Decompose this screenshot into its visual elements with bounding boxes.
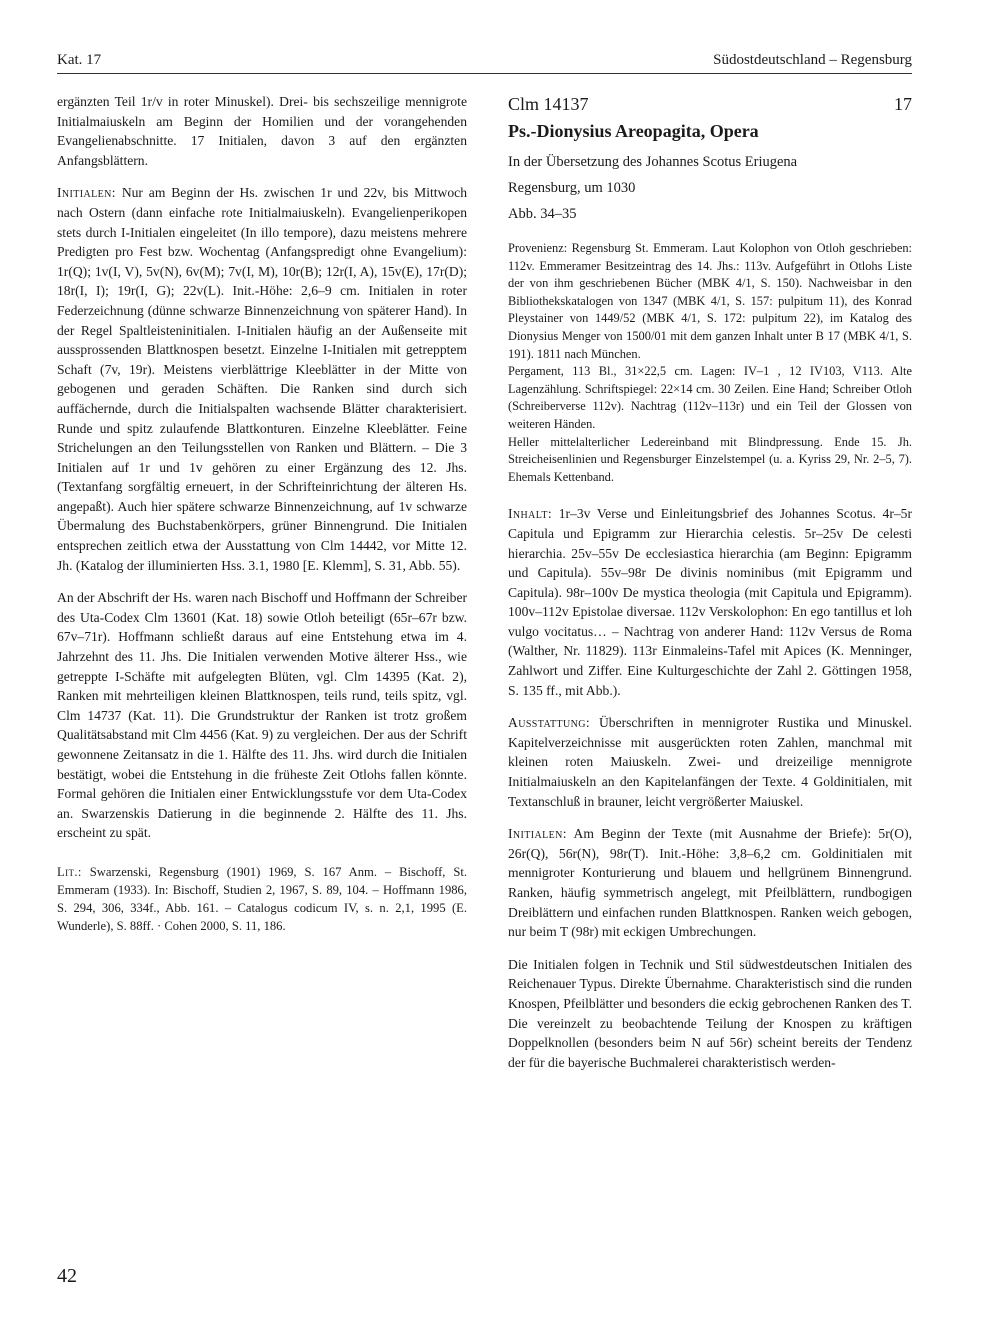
left-paragraph-1: ergänzten Teil 1r/v in roter Minuskel). Drei- bis sechszeilige mennigrote Initialmaiuskeln am Beginn der Homilien und der vorangehenden Evangelienabschnitte. 17 Initialen, davon 3 auf den ergänzten Anfangsblättern.	[57, 94, 467, 168]
shelfmark: Clm 14137	[508, 94, 589, 114]
initialen-label: Initialen:	[57, 185, 116, 201]
header-rule	[57, 73, 912, 74]
inhalt-paragraph	[508, 504, 912, 700]
right-column	[508, 92, 912, 1085]
left-column	[57, 92, 467, 935]
running-header-right: Südostdeutschland – Regensburg	[713, 52, 912, 68]
provenance-paragraph: Provenienz: Regensburg St. Emmeram. Laut Kolophon von Otloh geschrieben: 112v. Emmeramer Besitzeintrag des 14. Jhs.: 113v. Aufgeführt in Otlohs Liste der von ihm geschriebenen Bücher (MBK 4/1, S. 150). Nachweisbar in den Bibliothekskatalogen von 1347 (MBK 4/1, S. 157: pulpitum 11), des Konrad Pleystainer von 1449/52 (MBK 4/1, S. 172: pulpitum 22), im Katalog des Dionysius Menger von 1500/01 mit dem ganzen Inhalt unter B 17 (MBK 4/1, S. 191). 1811 nach München.	[508, 241, 912, 361]
inhalt-text: 1r–3v Verse und Einleitungsbrief des Johannes Scotus. 4r–5r Capitula und Epigramm zur Hierarchia celestis. 5r–25v De celesti hierarchia. 25v–55v De ecclesiastica hierarchia (am Beginn: Epigramm und Capitula). 55v–98r De divinis nominibus (mit Epigramm und Capitula). 98r–100v De mystica theologia (mit Capitula und Epigramm). 100v–112v Epistolae diversae. 112v Verskolophon: En ego tantillus et loh vulgo vocitatus… – Nachtrag von anderer Hand: 112v Versus de Roma (Walther, Nr. 11829). 113r Einmaleins-Tafel mit Apices (K. Menninger, Zahlwort und Ziffer. Eine Kulturgeschichte der Zahl 2. Göttingen 1958, S. 135 ff., mit Abb.).	[508, 506, 912, 698]
ausstattung-text: Überschriften in mennigroter Rustika und Minuskel. Kapitelverzeichnisse mit ausgerückten roten Zahlen, manchmal mit kleinen roten Maiuskeln. Zwei- und dreizeilige mennigrote Initialmaiuskeln an den Kapitelanfängen der Texte. 4 Goldinitialen, mit Textanschluß in brauner, leicht vergrößerter Maiuskel.	[508, 715, 912, 809]
initialen-text: Nur am Beginn der Hs. zwischen 1r und 22v, bis Mittwoch nach Ostern (dann einfache rote Initialmaiuskeln). Evangelienperikopen stets durch I-Initialen eingeleitet (In illo tempore), dazu meistens mehrere Predigten pro Fest bzw. Wochentag (Anfangspredigt ohne Evangelium): 1r(Q); 1v(I, V), 5v(N), 6v(M); 7v(I, M), 10r(B); 12r(I, A), 15v(E), 17r(D); 18r(I, I); 19r(I, G); 22v(L). Init.-Höhe: 2,6–9 cm. Initialen in roter Federzeichnung (dünne schwarze Binnenzeichnung von späterer Hand). In der Regel Spaltleisteninitialen. I-Initialen häufig an der Außenseite mit aussprossenden Blattknospen besetzt. Einzelne I-Initialen mit getrepptem Schaft (7v, 19r). Meistens vierblättrige Kleeblätter in der Mitte von gebogenen und geraden Schäften. Die Ranken sind durch sich auffächernde, durch die Initialspalten wachsende Blätter charakterisiert. Runde und spitz zulaufende Blattkonturen. Einzelne Kleeblätter. Feine Strichelungen an den Teilungsstellen von Ranken und Blättern. – Die 3 Initialen auf 1r und 1v gehören zu einer Ergänzung des 12. Jhs. (Textanfang sorgfältig erneuert, in der Schrifteinrichtung der älteren Hs. angepaßt). Auch hier spätere schwarze Binnenzeichnung, auf 1v schwarze Übermalung des Buchstabenkörpers, grüner Binnengrund. Die Initialen entsprechen zeitlich etwa der Ausstattung von Clm 14442, vor Mitte 12. Jh. (Katalog der illuminierten Hss. 3.1, 1980 [E. Klemm], S. 31, Abb. 55).	[57, 185, 467, 573]
left-paragraph-3: An der Abschrift der Hs. waren nach Bischoff und Hoffmann der Schreiber des Uta-Codex Clm 13601 (Kat. 18) sowie Otloh beteiligt (65r–67r bzw. 67v–71r). Hoffmann schließt daraus auf eine Entstehung etwa im 4. Jahrzehnt des 11. Jhs. Die Initialen verwenden Motive älterer Hss., wie getreppte I-Schäfte mit aufgelegten Blüten, vgl. Clm 14395 (Kat. 2), Ranken mit mehrteiligen kleinen Blattknospen, teils rund, teils spitz, vgl. Clm 14737 (Kat. 11). Die Grundstruktur der Ranken ist trotz großem Qualitätsabstand mit Clm 4456 (Kat. 9) zu vergleichen. Der aus der Schrift gewonnene Zeitansatz in die 1. Hälfte des 11. Jhs. wird durch die Initialen bestätigt, wobei die Entstehung in die früheste Zeit Otlohs fallen könnte. Formal gehören die Initialen einer Entwicklungsstufe vor dem Uta-Codex an. Swarzenskis Datierung in die beginnende 2. Hälfte des 11. Jhs. erscheint zu spät.	[57, 590, 467, 841]
right-initialen-label: Initialen:	[508, 826, 567, 842]
catalog-number: 17	[894, 94, 912, 114]
figures-reference: Abb. 34–35	[508, 206, 577, 222]
place-date: Regensburg, um 1030	[508, 180, 636, 196]
inhalt-label: Inhalt:	[508, 506, 553, 522]
literature-block	[57, 863, 467, 935]
left-initialen-paragraph	[57, 183, 467, 575]
right-initialen-text: Am Beginn der Texte (mit Ausnahme der Briefe): 5r(O), 26r(Q), 56r(N), 98r(T). Init.-Höhe: 3,8–6,2 cm. Goldinitialen mit mennigroter Konturierung und blauem und hellgrünem Binnengrund. Ranken, häufig symmetrisch angelegt, mit Pfeilblättern, rundbogigen Dreiblättern und einfachen runden Blattknospen. Ranken weich gebogen, nur beim T (98r) mit eckigen Umbrechungen.	[508, 826, 912, 940]
closing-paragraph: Die Initialen folgen in Technik und Stil südwestdeutschen Initialen des Reichenauer Typus. Direkte Übernahme. Charakteristisch sind die runden Knospen, Pfeilblätter und besonders die eckig gebrochenen Ranken des T. Die vereinzelt zu beobachtende Teilung der Knospen zu kräftigen Doppelknollen (besonders beim N auf 56r) scheint bereits der Tendenz der für die bayerische Buchmalerei charakteristisch werden-	[508, 956, 912, 1070]
literature-text: Swarzenski, Regensburg (1901) 1969, S. 167 Anm. – Bischoff, St. Emmeram (1933). In: Bischoff, Studien 2, 1967, S. 89, 104. – Hoffmann 1986, S. 294, 306, 334f., Abb. 161. – Catalogus codicum IV, s. n. 2,1, 1995 (E. Wunderle), S. 88ff. · Cohen 2000, S. 11, 186.	[57, 864, 467, 933]
entry-title: Ps.-Dionysius Areopagita, Opera	[508, 121, 759, 141]
entry-heading	[508, 92, 912, 116]
physical-description: Pergament, 113 Bl., 31×22,5 cm. Lagen: IV–1 , 12 IV103, V113. Alte Lagenzählung. Schriftspiegel: 22×14 cm. 30 Zeilen. Eine Hand; Schreiber Otloh (Schreiberverse 112v). Nachtrag (112v–113r) und ein Teil der Glossen von weiteren Händen.	[508, 364, 912, 431]
page-number: 42	[57, 1265, 77, 1287]
entry-subtitle: In der Übersetzung des Johannes Scotus Eriugena	[508, 154, 798, 170]
ausstattung-paragraph	[508, 713, 912, 811]
binding-description: Heller mittelalterlicher Ledereinband mit Blindpressung. Ende 15. Jh. Streicheisenlinien und Regensburger Einzelstempel (u. a. Kyriss 29, Nr. 2–5, 7). Ehemals Kettenband.	[508, 434, 912, 484]
running-header-left: Kat. 17	[57, 52, 102, 68]
codicology-block	[508, 240, 912, 486]
ausstattung-label: Ausstattung:	[508, 715, 591, 731]
right-initialen-paragraph	[508, 824, 912, 942]
literature-label: Lit.:	[57, 864, 82, 879]
